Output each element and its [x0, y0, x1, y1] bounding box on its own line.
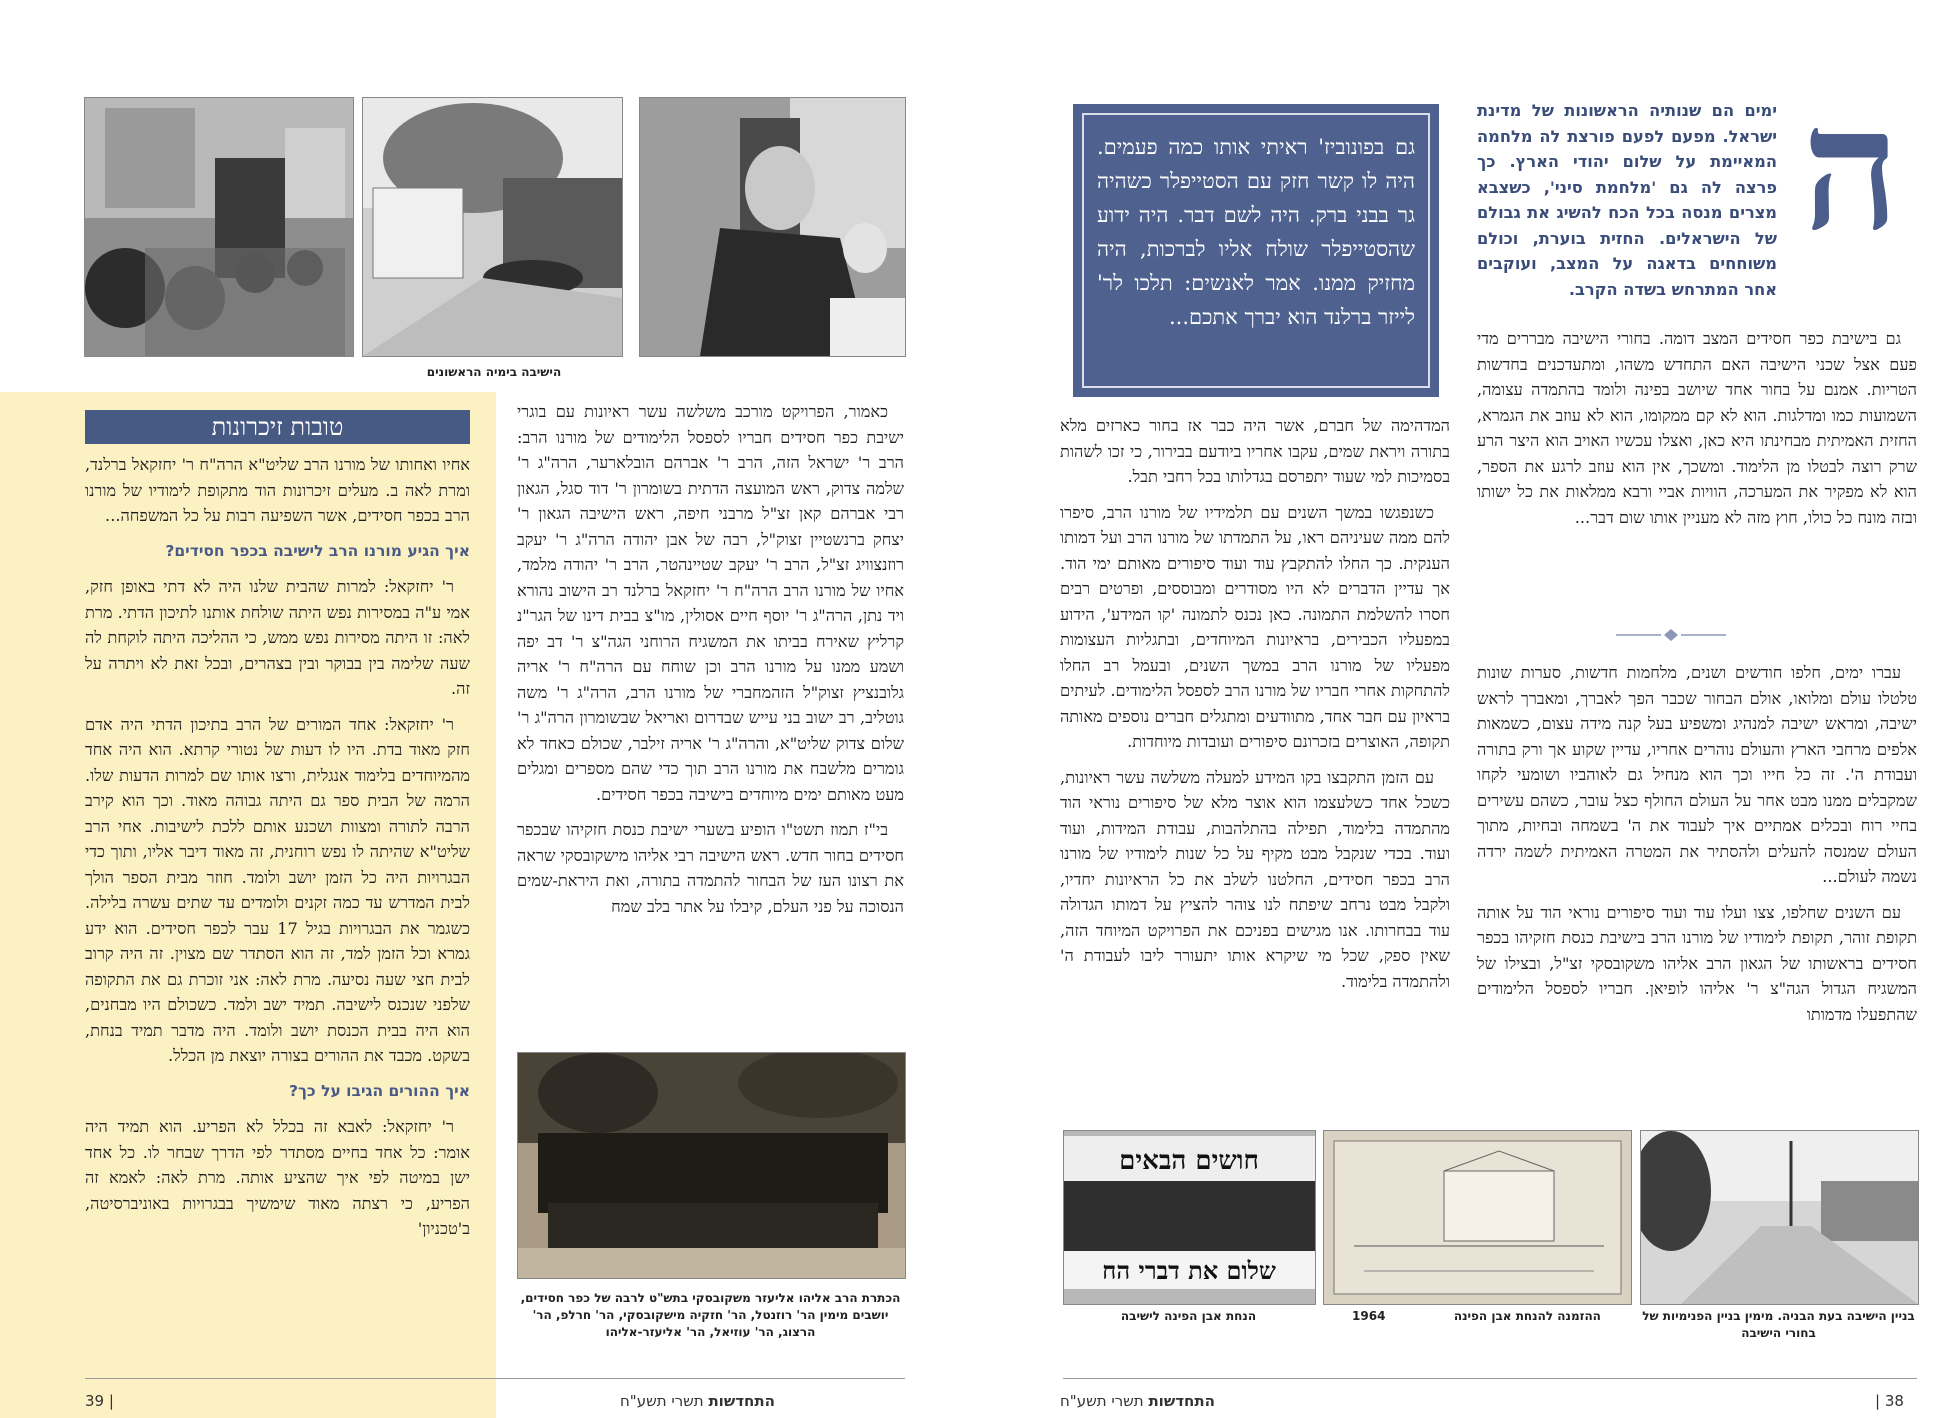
sidebar-question-1: איך הגיע מורנו הרב לישיבה בכפר חסידים? — [165, 541, 470, 560]
page-number: 39 | — [85, 1392, 114, 1410]
footer-magazine: התחדשות — [708, 1392, 775, 1410]
footer-date-right: תשרי תשע"ח — [1060, 1392, 1144, 1410]
caption-building-construction: בניין הישיבה בעת הבניה. מימין בניין הפנימיות של בחורי הישיבה — [1642, 1309, 1915, 1340]
photo-yeshiva-study-hall — [84, 97, 354, 357]
footer-date: תשרי תשע"ח — [620, 1392, 704, 1410]
page-number-right: | 38 — [1875, 1392, 1904, 1410]
sidebar-answer-1: ר' יחזקאל: למרות שהבית שלנו היה לא דתי באופן חזק, אמי ע"ה במסירות נפש היתה שולחת אותנו לתיכון הדתי. מרת לאה: זו היתה מסירות נפש ממש, כי ההליכה היתה לוקחת לה שעה שלימה בין בבוקר ובין בצהרים, ובכל זאת לא ויתרה על זה. — [85, 577, 470, 698]
top-photos-caption: הישיבה בימיה הראשונים — [426, 365, 562, 379]
paragraph-friend: המדהימה של חברם, אשר היה כבר אז בחור כארזים מלא בתורה ויראת שמים, עקבו אחריו ביודעם בבירור, כי זכו לשהות בסמיכות למי שעוד יתפרסם בגדלותו בכל רחבי תבל. — [1060, 416, 1450, 486]
article-intro — [1477, 98, 1777, 302]
photo-yeshiva-exterior — [362, 97, 623, 357]
paragraph-years: עברו ימים, חלפו חודשים ושנים, מלחמות חדשות, סערות שונות טלטלו עולם ומלואו, אולם הבחור שכבר הפך לאברך, ומאברך לראש ישיבה, ומראש ישיבה למנהיג ומשפיע בעל קנה מידה עצום, כשמאות אלפים מרחבי הארץ והעולם נוהרים אחריו, עדיין שקוע אך ורק בתורה ועבודת ה'. זה כל חייו וכך הוא מנחיל גם לאוהביו ושומעי לקחו שמקבלים ממנו מבט אחר על העולם החולף כצל עובר, כשהם עשירים בחיי רוח ובכלים אמתיים איך לעבוד את ה' בשמחה ובחיות, מתוך העולם שמנסה להעלים ולהסתיר את המטרה האמיתית לשמה ירדה נשמה לעולם... — [1477, 663, 1917, 886]
paragraph-stories: עם השנים שחלפו, צצו ועלו עוד ועוד סיפורים נוראי הוד על אותה תקופת זוהר, תקופת לימודיו של מורנו הרב בישיבת כנסת חזקיהו בכפר חסידים בראשותו של הגאון הרב אליהו משקובסקי זצ"ל, ובצילו של המשגיח הגדול הגה"צ ר' אליהו לופיאן. חבריו לספסל הלימודים שהתפעלו מדמותו — [1477, 902, 1917, 1024]
pull-quote-box — [1073, 104, 1439, 397]
photo-rabbi-speaking — [639, 97, 906, 357]
sidebar-answer-3: ר' יחזקאל: לאבא זה בכלל לא הפריע. הוא תמיד היה אומר: כל אחד בחיים מסתדר לפי הדרך שבחר לו. כל אחד ישן במיטה לפי איך שהציע אותה. מרת לאה: לאמא זה הפריע, כי רצתה מאוד שימשיך בבגרויות באוניברסיטה, ב'טכניון' — [85, 1117, 470, 1238]
banner-bottom-text: שלום את דברי הח — [1102, 1256, 1276, 1285]
sidebar-title: טובות זיכרונות — [85, 410, 470, 444]
right-page-left-column — [1060, 413, 1450, 1004]
photo-cornerstone — [1063, 1130, 1316, 1305]
photo-building-construction — [1640, 1130, 1919, 1305]
footer-title-right — [1060, 1392, 1360, 1410]
sidebar-answer-2: ר' יחזקאל: אחד המורים של הרב בתיכון הדתי היה אדם חזק מאוד בדת. היו לו דעות של נטורי קרתא. הוא היה אחד מהמיוחדים בלימוד אנגלית, ורצו אותו שם למרות הדעות שלו. הרמה של הבית ספר גם היתה גבוהה מאוד. וכך הוא קירב הרבה לתורה ומצוות ושכנע אותם ללכת לישיבות. אחי הרב שליט"א שהיתה לו נפש רוחנית, זה מאוד דיבר אליו, ותוך כדי הבגרויות היה כל הזמן יושב ולומד. חוזר מבית הספר הולך לבית המדרש עד כמה זקנים ולומדים עד שתים עשרה בלילה. כשגמר את הבגרויות בגיל 17 עבר לכפר חסידים. הוא ידע גמרא וכל הזמן למד, זה הוא הסתדר שם מצוין. זה היה קרוב לבית חצי שעה נסיעה. מרת לאה: אני זוכרת גם את התקופה שלפני שנכנס לישיבה. תמיד ישב ולמד. כשכולם היו מבחנים, הוא היה בבית הכנסת יושב ולומד. היה מדבר תמיד בנחת, בשקט. מכבד את ההורים בצורה יוצאת מן הכלל. — [85, 714, 470, 1065]
right-column-lower — [1477, 660, 1917, 1037]
photo-group-rabbis — [517, 1052, 906, 1279]
ornament-divider — [1616, 628, 1726, 642]
caption-cornerstone: הנחת אבן הפינה לישיבה — [1120, 1309, 1257, 1323]
caption-invitation — [1323, 1308, 1630, 1325]
caption-invitation-year: 1964 — [1352, 1309, 1386, 1323]
paragraph-project: כאמור, הפרויקט מורכב משלשה עשר ראיונות עם בוגרי ישיבת כפר חסידים חבריו לספסל הלימודים של מורנו הרב: הרב ר' ישראל הזה, הרב ר' אברהם הובלארער, הרה"ג ר' שלמה צדוק, ראש המועצה הדתית בשומרון ר' דוד סגל, הגאון רבי אברהם קאן זצ"ל מרבני חיפה, ראש הישיבה הגאון ר' יצחק ברנשטיין זצוק"ל, רבה של אבן יהודה הרה"ג ר' יעקב רוזנצוויג זצ"ל, הרב ר' יעקב שטיינהטר, הרב ר' יהודה מלמד, אחיו של מורנו הרב הרה"ח ר' יחזקאל ברלנד רב הישוב נהורא ויד נתן, הרה"ג ר' יוסף חיים אסולין, מו"צ בבית דינו של הגר"נ קרליץ שאירח בביתו את המשגיח הרוחני הגה"צ ר' דב יפה ושמע ממנו על מורנו הרב וכן שוחח עם הרה"ח ר' אריה גלובנציץ זצוק"ל הזהמחברי של מורנו הרב, הרה"ג ר' משה גוטליב, רב ישוב בני עייש שבדרום ואריאל שבשומרון הרה"ג ר' שלום צדוק שליט"א, והרה"ג ר' אריה זילבר, שכולם כאחד לא גומרים מלשבח את מורנו הרב תוך כדי שהם מספרים ומגלים מעט מאותם ימים מיוחדים בישיבה בכפר חסידים. — [517, 402, 904, 804]
paragraph-interviews: עם הזמן התקבצו בקו המידע למעלה משלשה עשר ראיונות, כשכל אחד כשלעצמו הוא אוצר מלא של סיפורים נוראי הוד מהתמדה בלימוד, תפילה בהתלהבות, עבודת המידות, ועוד ועוד. בכדי שנקבל מבט מקיף על כל שנות לימודיו של מורנו הרב בכפר חסידים, החלטנו לשלב את כל הראיונות יחדיו, ולקבל מבט נרחב שיפתח לנו צוהר להציץ על דמותו הגדולה עוד בבחרותו. אנו מגישים בפניכם את הפרויקט המיוחד הזה, שאין ספק, שכל מי שיקרא אותו יתעורר ליבו לעבודת ה' ולהתמדה בלימוד. — [1060, 767, 1450, 991]
drop-cap-letter: ה — [1802, 96, 1900, 241]
sidebar-column — [85, 452, 470, 1252]
banner-top-text: חושים הבאים — [1119, 1146, 1259, 1176]
paragraph-arrival: בי"ז תמוז תשט"ו הופיע בשערי ישיבת כנסת חזקיהו שבכפר חסידים בחור חדש. ראש הישיבה רבי אליהו מישקובסקי שראה את רצונו העז של הבחור להתמדה בתורה, ואת היראת-שמים הנסוכה על פני העלם, קיבלו על אתר בלב שמח — [517, 820, 904, 916]
paragraph-war: גם בישיבת כפר חסידים המצב דומה. בחורי הישיבה מבררים מדי פעם אצל שכני הישיבה האם התחדש משהו, ומתעדכנים בחדשות הטריות. אמנם על בחור אחד שיושב בפינה ולומד בהתמדה עצומה, השמועות כמו ומדלגות. הוא לא קם ממקומו, הוא לא עוזב את הגמרא, החזית האמיתית מבחינתו היא כאן, ואצלו עכשיו האויב הוא היצר הרע שרק רוצה לבטלו מן הלימוד. ומשכך, אין הוא עוזב לרגע את הספר, הוא לא מפקיר את המערכה, הוויות אביי ורבא ממלאות את כל ישותו ובזה מונח כל כולו, חוץ מזה לא מעניין אותו שום דבר... — [1477, 329, 1917, 527]
drop-cap — [1785, 96, 1918, 241]
footer-rule — [85, 1378, 905, 1379]
caption-invitation-text: ההזמנה להנחת אבן הפינה — [1453, 1309, 1601, 1323]
group-photo-caption: הכתרת הרב אליהו אליעזר משקובסקי בתש"ט לרבה של כפר חסידים, יושבים מימין הר' רוזנטל, הר' חזקיה מישקובסקי, הר' חרלפ, הר' הרצוג, הר' עוזיאל, הר' אליעזר-אליהו — [520, 1291, 901, 1339]
footer-title — [620, 1392, 905, 1410]
sidebar-intro: אחיו ואחותו של מורנו הרב שליט"א הרה"ח ר' יחזקאל ברלנד, ומרת לאה ב. מעלים זיכרונות הוד מתקופת לימודיו של מורנו הרב בכפר חסידים, אשר השפיעה רבות על כל המשפחה... — [85, 455, 470, 525]
sidebar-question-2: איך ההורים הגיבו על כך? — [288, 1081, 470, 1100]
left-middle-column — [517, 399, 904, 929]
pull-quote-text: גם בפונוביז' ראיתי אותו כמה פעמים. היה לו קשר חזק עם הסטייפלר כשהיה גר בבני ברק. היה לשם דבר. היה ידוע שהסטייפלר שולח אליו לברכות, היה מחזיק ממנו. אמר לאנשים: תלכו לר' לייזר ברלנד הוא יברך אתכם... — [1097, 135, 1415, 329]
footer-magazine-right: התחדשות — [1148, 1392, 1215, 1410]
intro-text: ימים הם שנותיה הראשונות של מדינת ישראל. מפעם לפעם פורצת לה מלחמה המאיימת על שלום יהודי הארץ. כך פרצה לה גם 'מלחמת סיני', כשצבא מצרים מנסה בכל הכח להשיג את גבולם של הישראלים. החזית בוערת, וכולם משוחחים בדאגה על המצב, ועוקבים אחר המתרחש בשדה הקרב. — [1477, 101, 1777, 299]
footer-rule-right — [1063, 1378, 1917, 1379]
photo-invitation — [1323, 1130, 1632, 1305]
right-column — [1477, 326, 1917, 540]
page-39 — [0, 0, 973, 1418]
paragraph-students: כשנפגשו במשך השנים עם תלמידיו של מורנו הרב, סיפרו להם ממה שעיניהם ראו, על התמדתו של מורנו הרב ועל דמותו הענקית. כך החלו להתקבץ עוד ועוד סיפורים מאותם ימי הוד. אך עדיין הדברים לא היו מסודרים ומבוססים, ופרטים רבים חסרו להשלמת התמונה. כאן נכנס לתמונה 'קו המידע', הידוע במפעליו הכבירים, בראיונות המיוחדים, ובתגליות העצומות מפעליו של מורנו הרב במשך השנים, ובעמל רב החלו להתחקות אחרי חבריו של מורנו הרב לספסל הלימודים. לעיתים בראיון עם חבר אחד, מתוודעים ומתגלים חברים נוספים מאותה תקופה, האוצרים בזכרונם סיפורים ועובדות מיוחדות. — [1060, 502, 1450, 751]
